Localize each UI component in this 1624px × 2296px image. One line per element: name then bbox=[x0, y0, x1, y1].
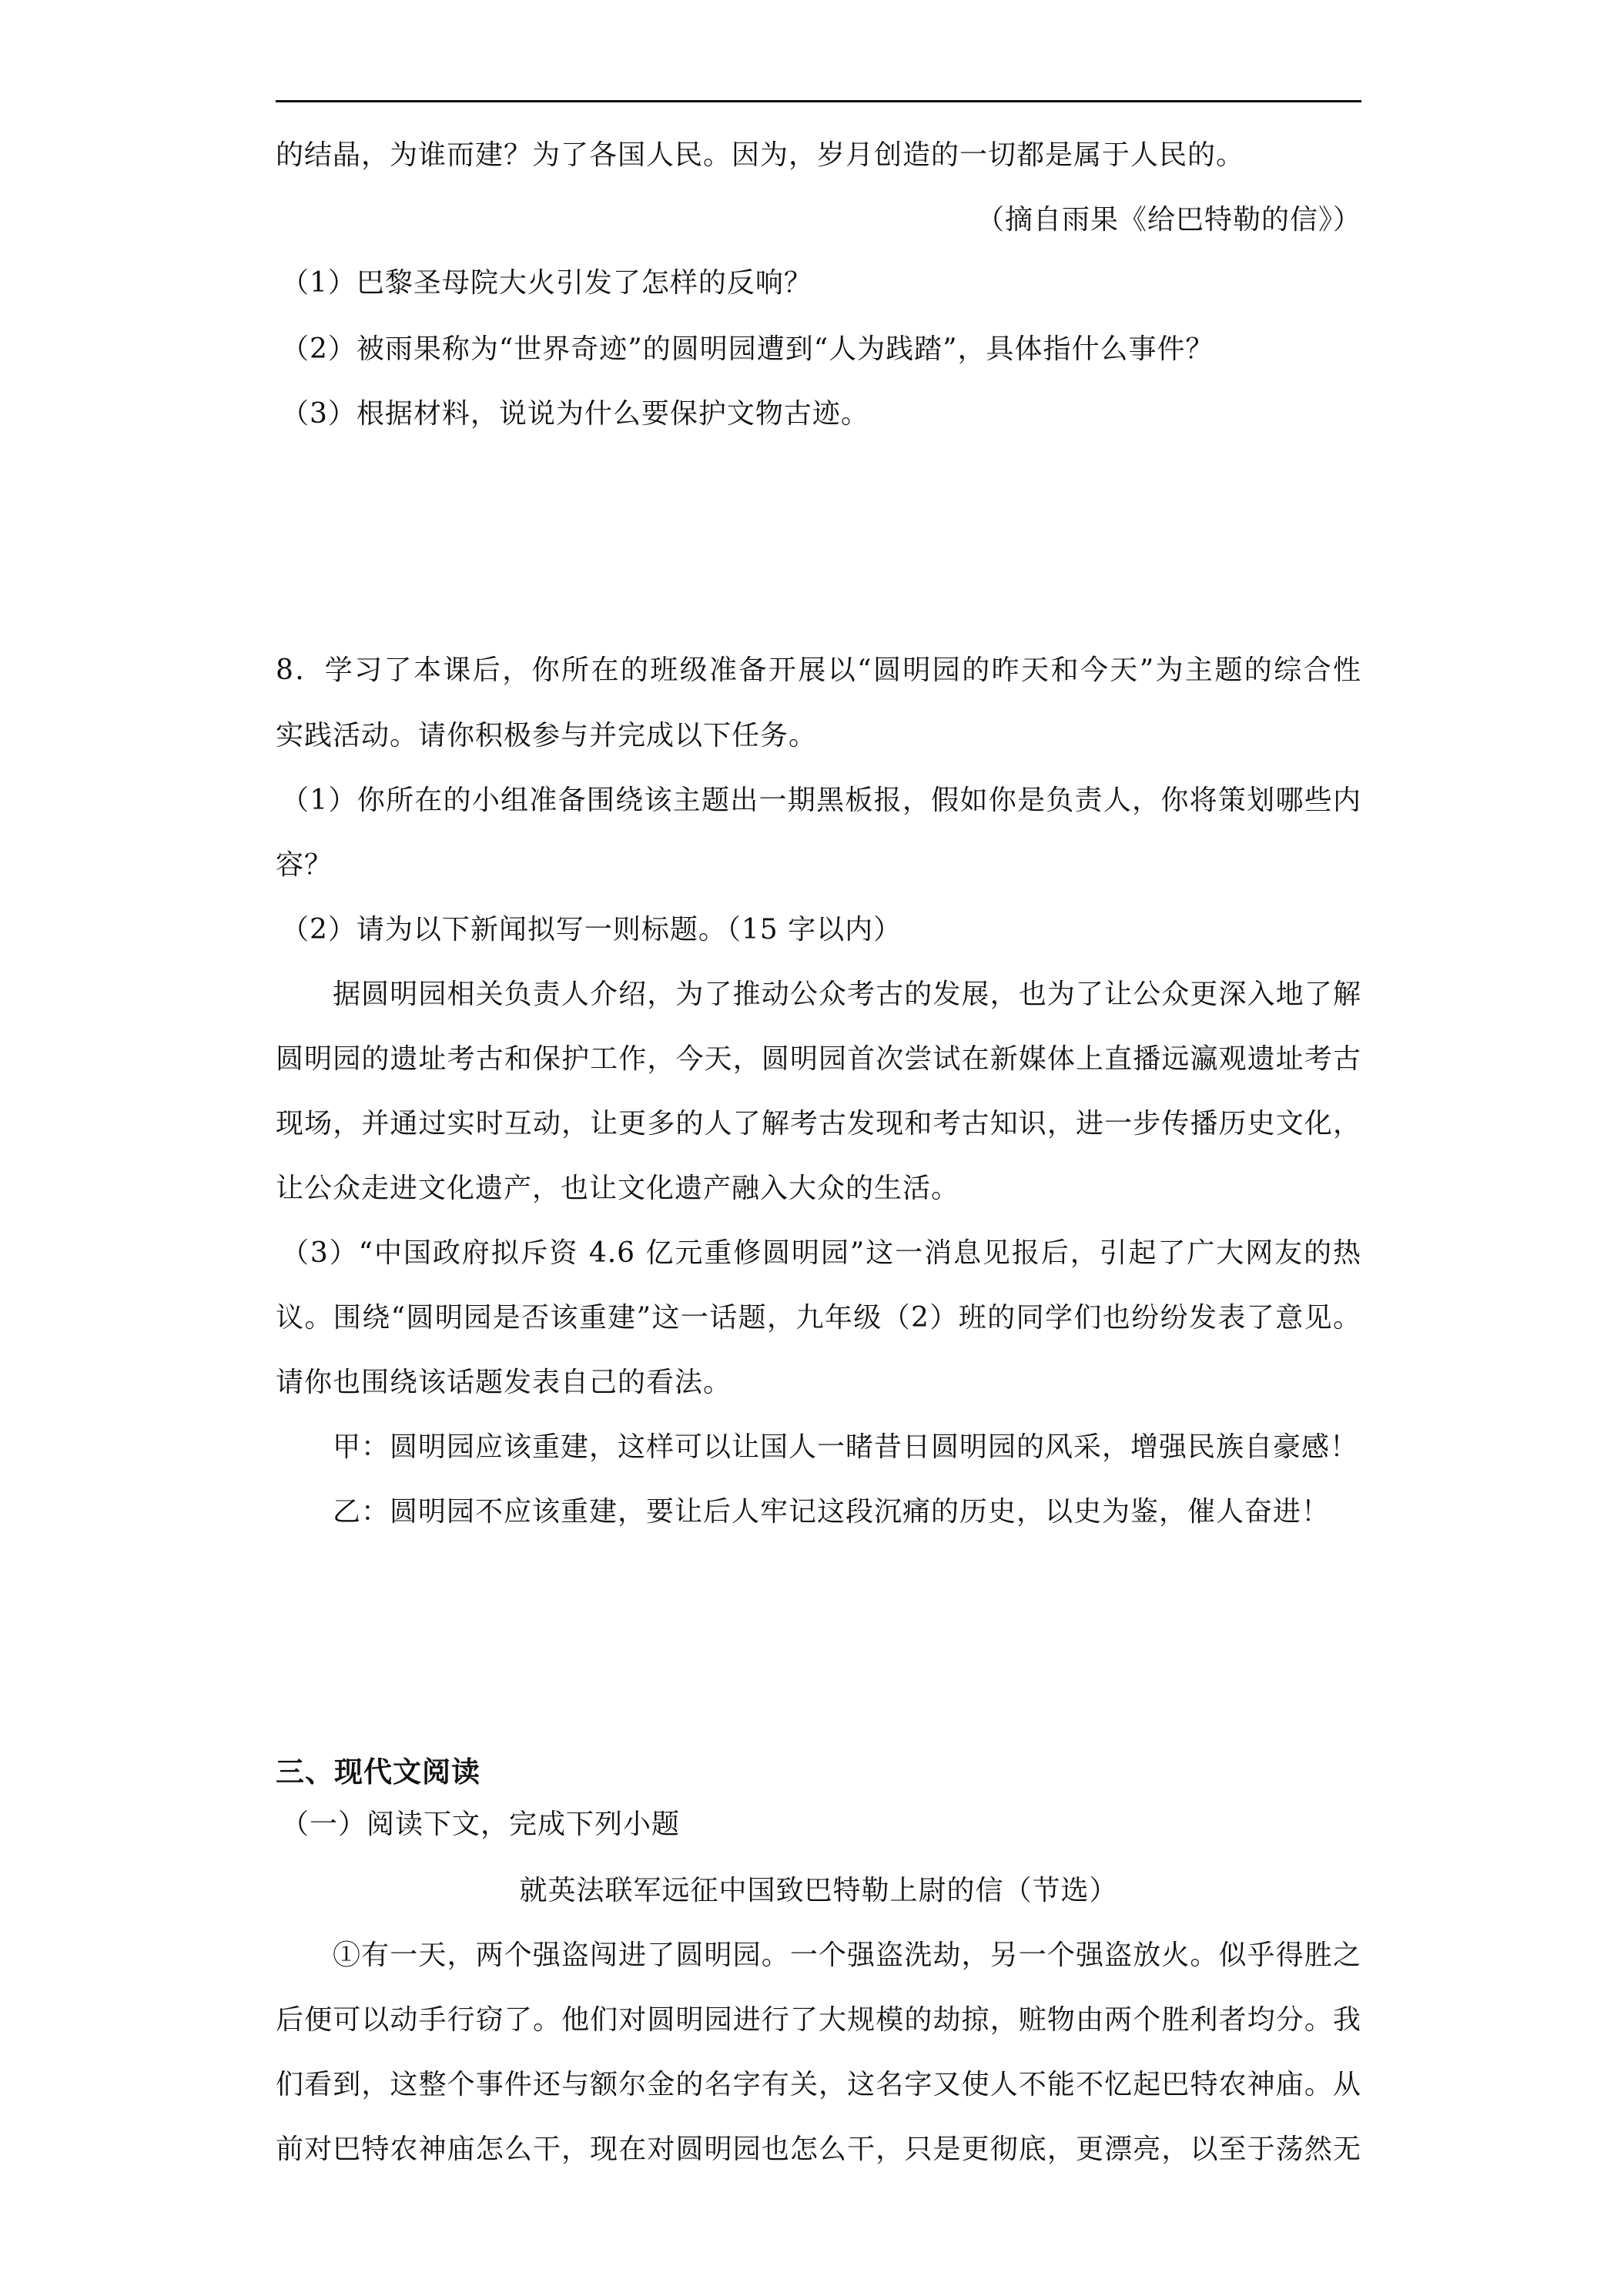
opinion-b: 乙：圆明园不应该重建，要让后人牢记这段沉痛的历史，以史为鉴，催人奋进！ bbox=[333, 1496, 1331, 1528]
q8-sub2: （2）请为以下新闻拟写一则标题。（15 字以内） bbox=[281, 914, 902, 946]
q7-subquestion-2: （2）被雨果称为“世界奇迹”的圆明园遭到“人为践踏”，具体指什么事件？ bbox=[281, 333, 1214, 365]
section-instruction: （一）阅读下文，完成下列小题 bbox=[281, 1809, 681, 1840]
q8-stem-line2: 实践活动。请你积极参与并完成以下任务。 bbox=[276, 720, 818, 751]
article-para1-line1: ①有一天，两个强盗闯进了圆明园。一个强盗洗劫，另一个强盗放火。似乎得胜之 bbox=[333, 1940, 1361, 1971]
news-line-1: 据圆明园相关负责人介绍，为了推动公众考古的发展，也为了让公众更深入地了解 bbox=[333, 979, 1361, 1010]
q8-sub1-line2: 容？ bbox=[276, 849, 333, 881]
passage-end-line: 的结晶，为谁而建？为了各国人民。因为，岁月创造的一切都是属于人民的。 bbox=[276, 139, 1245, 171]
q8-sub3-line1: （3）“中国政府拟斥资 4.6 亿元重修圆明园”这一消息见报后，引起了广大网友的热 bbox=[281, 1237, 1361, 1269]
article-para1-line2: 后便可以动手行窃了。他们对圆明园进行了大规模的劫掠，赃物由两个胜利者均分。我 bbox=[276, 2004, 1361, 2036]
news-line-2: 圆明园的遗址考古和保护工作，今天，圆明园首次尝试在新媒体上直播远瀛观遗址考古 bbox=[276, 1043, 1361, 1075]
article-title: 就英法联军远征中国致巴特勒上尉的信（节选） bbox=[519, 1875, 1118, 1906]
q7-subquestion-3: （3）根据材料，说说为什么要保护文物古迹。 bbox=[281, 398, 869, 430]
passage-source: （摘自雨果《给巴特勒的信》） bbox=[976, 204, 1361, 236]
news-line-3: 现场，并通过实时互动，让更多的人了解考古发现和考古知识，进一步传播历史文化， bbox=[276, 1108, 1361, 1140]
q7-subquestion-1: （1）巴黎圣母院大火引发了怎样的反响？ bbox=[281, 267, 812, 299]
section-heading: 三、现代文阅读 bbox=[276, 1755, 481, 1789]
news-line-4: 让公众走进文化遗产，也让文化遗产融入大众的生活。 bbox=[276, 1173, 960, 1204]
q8-sub3-line2: 议。围绕“圆明园是否该重建”这一话题，九年级（2）班的同学们也纷纷发表了意见。 bbox=[276, 1302, 1361, 1334]
q8-sub1-line1: （1）你所在的小组准备围绕该主题出一期黑板报，假如你是负责人，你将策划哪些内 bbox=[281, 785, 1361, 816]
article-para1-line3: 们看到，这整个事件还与额尔金的名字有关，这名字又使人不能不忆起巴特农神庙。从 bbox=[276, 2069, 1361, 2100]
q8-stem-line1: 8．学习了本课后，你所在的班级准备开展以“圆明园的昨天和今天”为主题的综合性 bbox=[276, 654, 1361, 686]
article-para1-line4: 前对巴特农神庙怎么干，现在对圆明园也怎么干，只是更彻底，更漂亮，以至于荡然无 bbox=[276, 2134, 1361, 2165]
header-rule bbox=[276, 100, 1361, 102]
opinion-a: 甲：圆明园应该重建，这样可以让国人一睹昔日圆明园的风采，增强民族自豪感！ bbox=[333, 1431, 1359, 1463]
q8-sub3-line3: 请你也围绕该话题发表自己的看法。 bbox=[276, 1367, 732, 1398]
